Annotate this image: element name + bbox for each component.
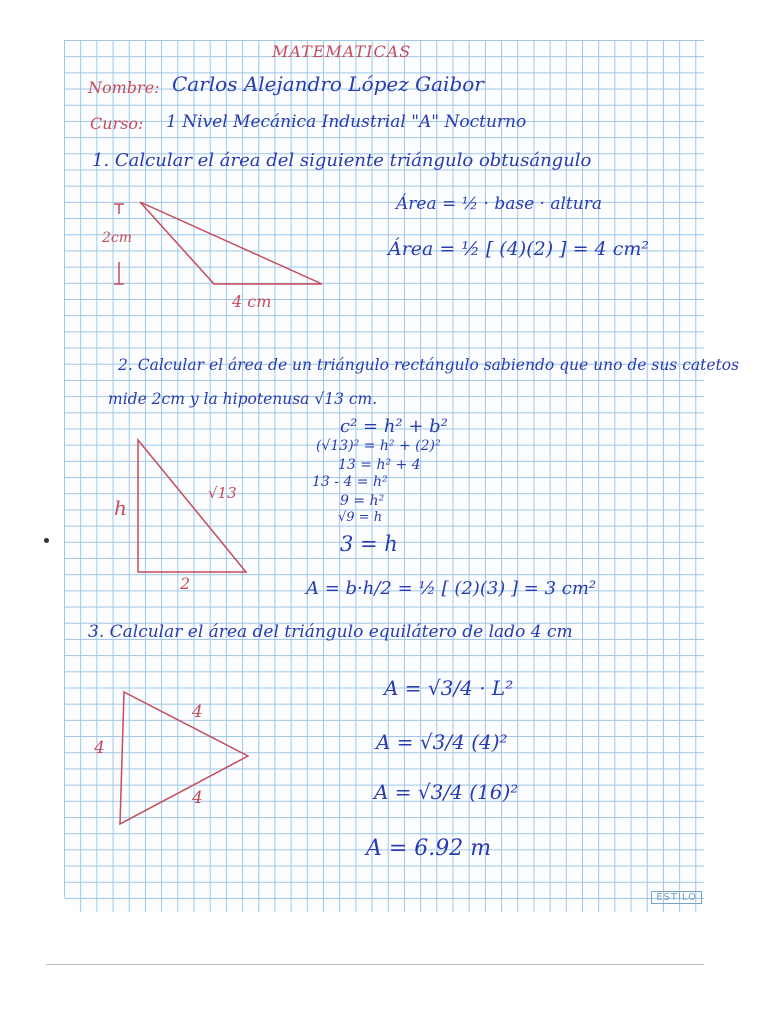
problem2-step-7: 3 = h — [340, 532, 398, 556]
problem2-label-h: h — [114, 496, 127, 520]
problem1-base-label: 4 cm — [232, 292, 272, 311]
problem2-right-triangle — [138, 440, 246, 572]
problem2-step-1: c² = h² + b² — [340, 416, 448, 437]
name-label: Nombre: — [88, 78, 160, 97]
problem3-side-left: 4 — [94, 738, 105, 758]
course-value: 1 Nivel Mecánica Industrial "A" Nocturno — [166, 112, 527, 132]
problem1-formula: Área = ½ · base · altura — [396, 194, 602, 214]
problem2-result: A = b·h/2 = ½ [ (2)(3) ] = 3 cm² — [306, 578, 597, 599]
problem2-statement-line2: mide 2cm y la hipotenusa √13 cm. — [108, 390, 378, 408]
problem2-step-2: (√13)² = h² + (2)² — [316, 438, 441, 454]
notebook-brand: ESTILO — [651, 891, 702, 904]
problem3-side-top: 4 — [192, 702, 203, 722]
problem3-side-bottom: 4 — [192, 788, 203, 808]
problem3-step-4: A = 6.92 m — [366, 836, 492, 861]
problem2-label-hypotenuse: √13 — [208, 484, 237, 502]
problem3-step-2: A = √3/4 (4)² — [376, 730, 508, 754]
problem3-step-1: A = √3/4 · L² — [384, 676, 514, 700]
problem2-step-6: √9 = h — [338, 510, 383, 525]
course-label: Curso: — [90, 114, 144, 133]
student-name: Carlos Alejandro López Gaibor — [172, 72, 484, 96]
problem1-result: Área = ½ [ (4)(2) ] = 4 cm² — [388, 238, 649, 260]
problem1-obtuse-triangle — [140, 202, 322, 284]
problem3-step-3: A = √3/4 (16)² — [374, 780, 519, 804]
problem2-step-4: 13 - 4 = h² — [312, 474, 388, 490]
problem2-statement-line1: 2. Calcular el área de un triángulo rectángulo sabiendo que uno de sus catetos — [118, 356, 740, 374]
problem2-step-3: 13 = h² + 4 — [338, 457, 421, 473]
problem1-height-label: 2cm — [102, 230, 133, 246]
problem3-equilateral-triangle — [120, 692, 248, 824]
problem2-label-base: 2 — [180, 574, 191, 593]
problem1-statement: 1. Calcular el área del siguiente triángulo obtusángulo — [92, 150, 592, 171]
problem2-step-5: 9 = h² — [340, 493, 385, 509]
problem3-statement: 3. Calcular el área del triángulo equilátero de lado 4 cm — [88, 622, 573, 642]
page-title: MATEMATICAS — [272, 42, 412, 61]
